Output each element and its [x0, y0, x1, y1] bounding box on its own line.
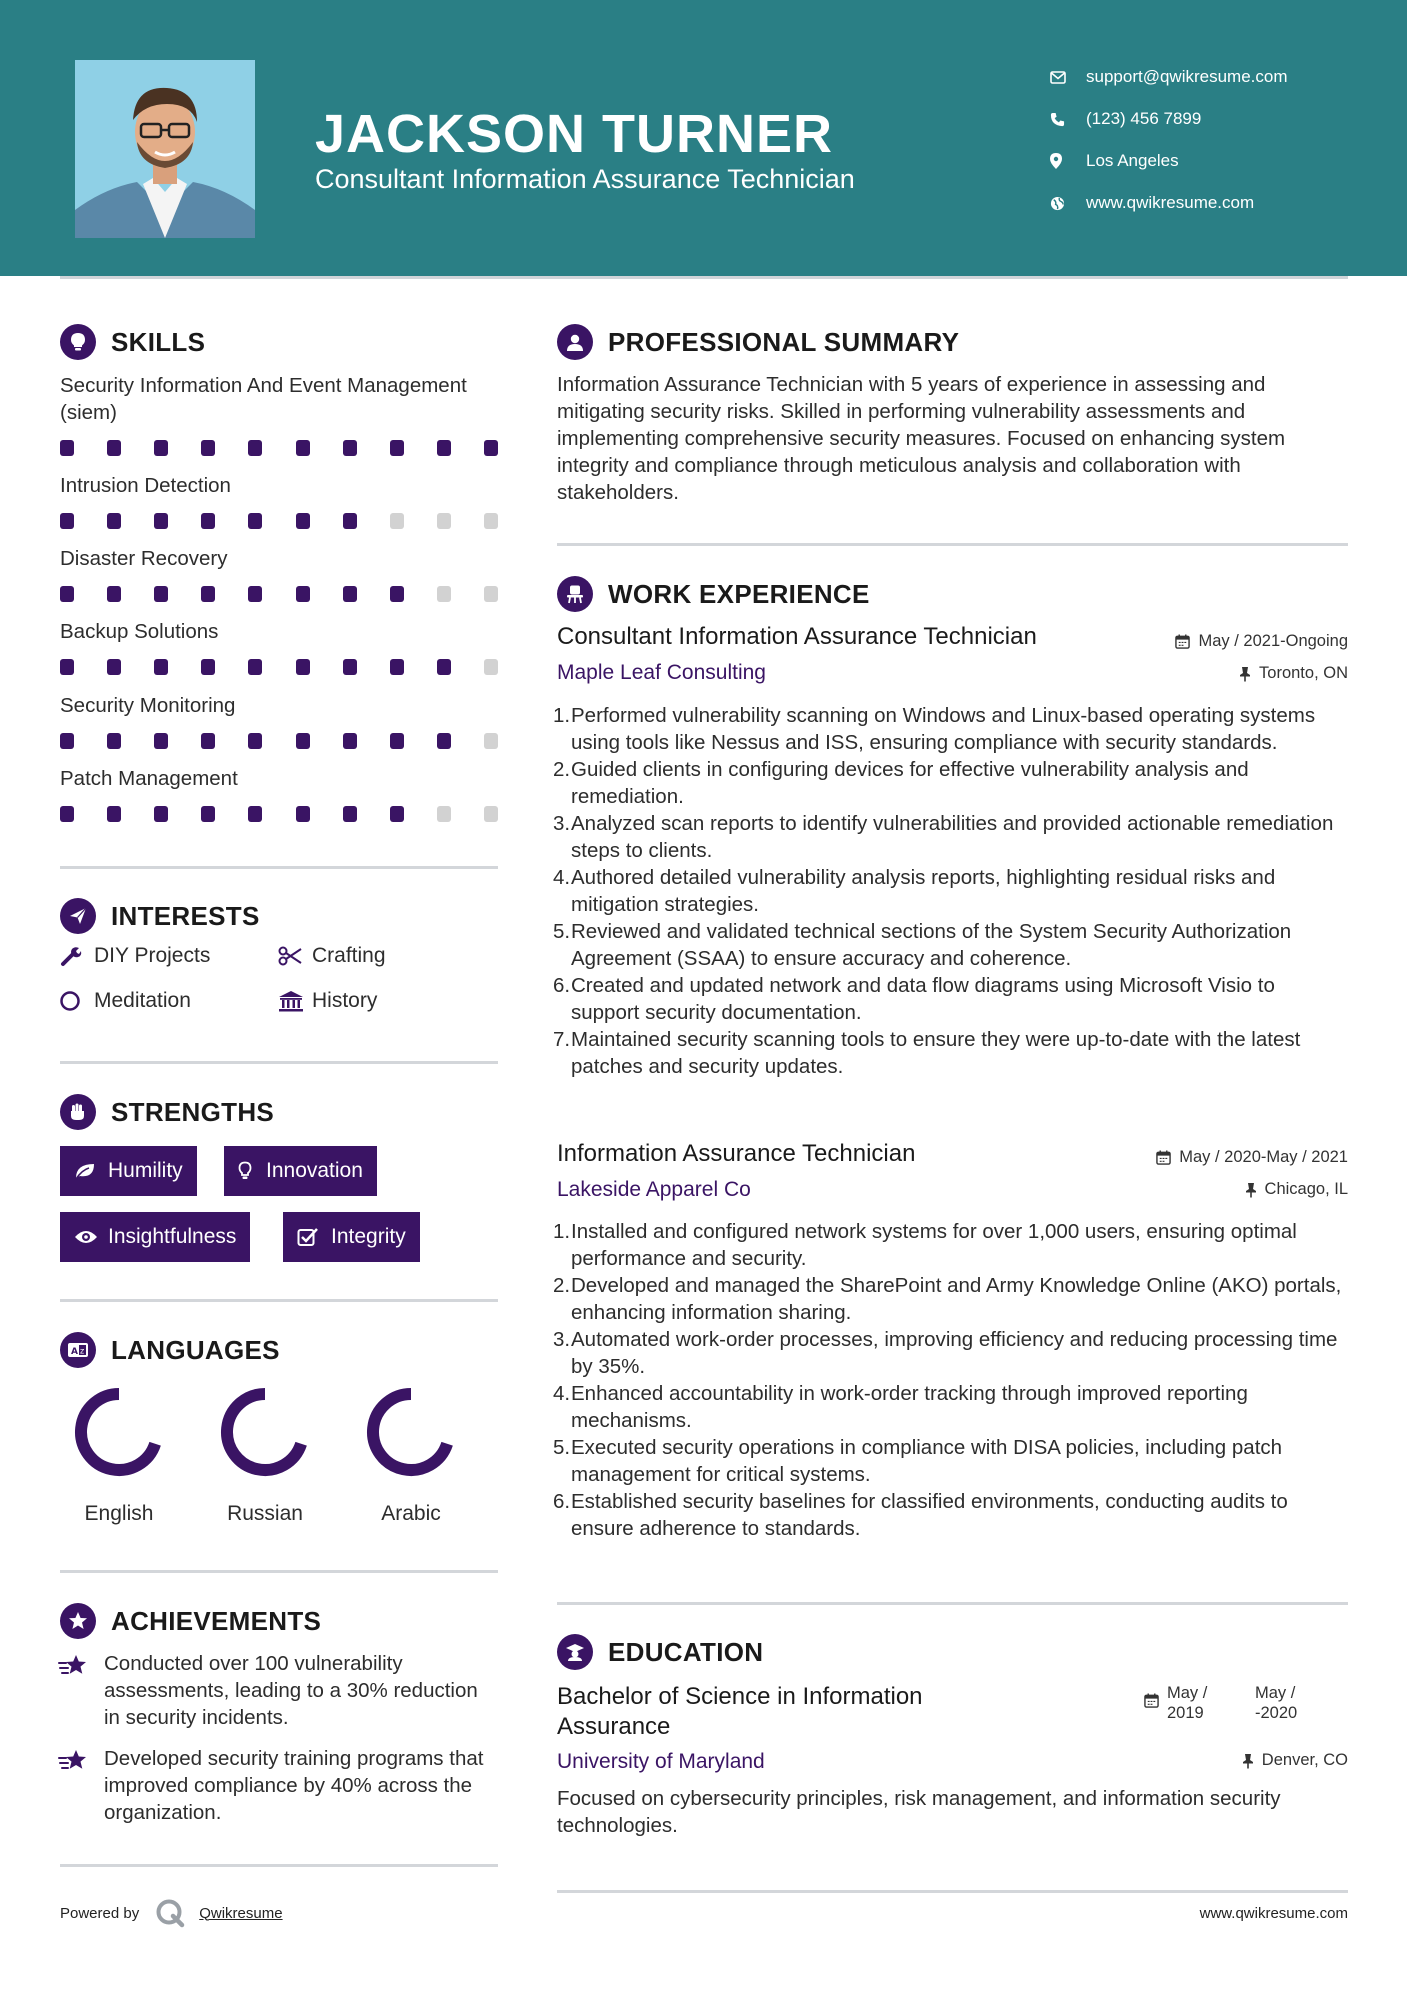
job-bullet: 1. Performed vulnerability scanning on Windows and Linux-based operating systems using tools like Nessus and ISS, ensuring compliance with security standards. [553, 704, 1316, 754]
job-bullet: 3. Automated work-order processes, improving efficiency and reducing processing time by 35%. [553, 1328, 1338, 1378]
skill-dot [154, 806, 168, 822]
interests-heading [60, 898, 260, 934]
skill-item [60, 472, 500, 529]
skill-rating [60, 806, 498, 822]
graduate-icon [557, 1634, 593, 1670]
contact-website[interactable] [1050, 182, 1288, 224]
section-divider [60, 866, 498, 869]
language-name: Russian [227, 1502, 303, 1525]
section-divider [60, 1570, 498, 1573]
skill-dot [154, 586, 168, 602]
contact-email[interactable] [1050, 56, 1288, 98]
skill-dot [201, 440, 215, 456]
job-bullets [553, 1218, 1347, 1542]
skill-name: Patch Management [60, 767, 238, 790]
strength-tag [60, 1146, 197, 1196]
skill-dot [248, 659, 262, 675]
skill-rating [60, 659, 498, 675]
skill-dot [343, 806, 357, 822]
job-bullet: 5. Executed security operations in compliance with DISA policies, including patch management for critical systems. [553, 1436, 1283, 1486]
star-badge-icon [60, 1603, 96, 1639]
section-divider [60, 1864, 498, 1867]
strength-label: Innovation [266, 1159, 363, 1182]
job-bullet: 2. Guided clients in configuring devices for effective vulnerability analysis and remediation. [553, 758, 1249, 808]
job-title: Consultant Information Assurance Technician [557, 623, 1037, 650]
footer-powered-by [60, 1898, 283, 1928]
interest-item [60, 944, 210, 968]
language-ring-arc [227, 1394, 301, 1470]
contact-website-text: www.qwikresume.com [1086, 193, 1255, 212]
skill-dot [201, 733, 215, 749]
achievements-heading [60, 1603, 321, 1639]
pushpin-icon [1239, 666, 1251, 682]
education-title: EDUCATION [608, 1636, 764, 1667]
skill-dot [296, 440, 310, 456]
lightbulb-icon [238, 1161, 266, 1181]
job-bullet: 4. Enhanced accountability in work-order tracking through improved reporting mechanisms. [553, 1382, 1248, 1432]
candidate-name: JACKSON TURNER [315, 104, 834, 164]
contact-email-text: support@qwikresume.com [1086, 67, 1288, 86]
language-item [210, 1384, 320, 1526]
skill-dot [343, 586, 357, 602]
achievement-text: Developed security training programs that improved compliance by 40% across the organization. [104, 1747, 484, 1824]
skill-dot [248, 513, 262, 529]
leaf-icon [74, 1162, 108, 1180]
calendar-icon [1175, 634, 1190, 649]
skill-dot [484, 733, 498, 749]
education-heading [557, 1634, 763, 1670]
skill-name: Backup Solutions [60, 620, 219, 643]
envelope-icon [1050, 71, 1086, 84]
fist-icon [60, 1094, 96, 1130]
skill-dot [484, 659, 498, 675]
circle-icon [60, 990, 94, 1012]
skill-dot [154, 733, 168, 749]
skill-dot [107, 659, 121, 675]
education-location-text: Denver, CO [1261, 1751, 1348, 1769]
resume-header [0, 0, 1407, 276]
profile-photo [75, 60, 255, 238]
skill-dot [296, 806, 310, 822]
skill-dot [248, 733, 262, 749]
skill-dot [154, 440, 168, 456]
achievements-title: ACHIEVEMENTS [111, 1605, 322, 1636]
job-bullet: 4. Authored detailed vulnerability analysis reports, highlighting residual risks and mitigation strategies. [553, 866, 1276, 916]
eye-icon [74, 1229, 108, 1245]
education-start: May / 2019 [1167, 1684, 1208, 1722]
experience-title: WORK EXPERIENCE [608, 578, 870, 609]
company-name: Maple Leaf Consulting [557, 661, 766, 684]
skill-item [60, 765, 500, 822]
strength-tag [283, 1212, 420, 1262]
interest-label: Crafting [312, 944, 386, 967]
job-bullet: 6. Created and updated network and data flow diagrams using Microsoft Visio to support security documentation. [553, 974, 1275, 1024]
chair-icon [557, 576, 593, 612]
skill-dot [296, 659, 310, 675]
skill-name: Security Information And Event Management (siem) [60, 374, 467, 424]
skill-dot [484, 440, 498, 456]
skill-dot [390, 586, 404, 602]
skill-dot [390, 806, 404, 822]
interest-label: DIY Projects [94, 944, 211, 967]
user-icon [557, 324, 593, 360]
language-name: English [84, 1502, 154, 1525]
skill-item [60, 692, 500, 749]
strength-label: Integrity [331, 1225, 406, 1248]
skill-dot [437, 586, 451, 602]
skill-name: Security Monitoring [60, 694, 236, 717]
skill-dot [201, 659, 215, 675]
section-divider [60, 1061, 498, 1064]
strength-label: Insightfulness [108, 1225, 237, 1248]
svg-text:z: z [80, 1346, 85, 1356]
skill-name: Intrusion Detection [60, 474, 231, 497]
paper-plane-icon [60, 898, 96, 934]
language-ring-arc [373, 1394, 447, 1470]
qwikresume-link[interactable]: Qwikresume [199, 1904, 283, 1922]
bank-icon [278, 990, 312, 1012]
skill-rating [60, 733, 498, 749]
summary-text: Information Assurance Technician with 5 years of experience in assessing and mitigating security risks. Skilled in performing vulnerability assessments and implementing comprehensive security measures. Focused on enhancing system integrity and compliance through meticulous analysis and collaboration with stakeholders. [557, 373, 1286, 504]
skill-dot [154, 513, 168, 529]
job-bullet: 7. Maintained security scanning tools to ensure they were up-to-date with the latest patches and security updates. [553, 1028, 1301, 1078]
wrench-icon [60, 945, 94, 967]
skill-dot [437, 513, 451, 529]
skill-dot [437, 733, 451, 749]
strengths-heading [60, 1094, 274, 1130]
achievement-item [58, 1745, 498, 1826]
achievement-item [58, 1650, 498, 1731]
skill-dot [60, 586, 74, 602]
contact-phone[interactable] [1050, 98, 1288, 140]
scissors-icon [278, 946, 312, 966]
candidate-title: Consultant Information Assurance Technician [315, 164, 855, 194]
education-description: Focused on cybersecurity principles, risk management, and information security technologies. [557, 1787, 1281, 1837]
skill-dot [296, 513, 310, 529]
calendar-icon [1156, 1150, 1171, 1165]
language-name: Arabic [381, 1502, 441, 1525]
lightbulb-icon [60, 324, 96, 360]
section-divider [557, 1890, 1348, 1893]
interest-item [60, 989, 191, 1013]
strength-tag [224, 1146, 377, 1196]
language-item [356, 1384, 466, 1526]
pushpin-icon [1245, 1182, 1257, 1198]
job-location-text: Toronto, ON [1259, 664, 1348, 682]
skill-dot [343, 733, 357, 749]
skill-dot [248, 440, 262, 456]
skill-dot [201, 806, 215, 822]
skill-dot [390, 440, 404, 456]
interest-item [278, 989, 377, 1013]
section-divider [557, 1602, 1348, 1605]
job-bullet: 6. Established security baselines for classified environments, conducting audits to ensure adherence to standards. [553, 1490, 1288, 1540]
skill-dot [296, 586, 310, 602]
skill-dot [248, 806, 262, 822]
interest-label: History [312, 989, 378, 1012]
interest-label: Meditation [94, 989, 191, 1012]
skills-title: SKILLS [111, 326, 206, 357]
skill-dot [484, 586, 498, 602]
section-divider [60, 1299, 498, 1302]
language-proficiency-ring [363, 1384, 459, 1480]
languages-title: LANGUAGES [111, 1334, 280, 1365]
job-bullet: 5. Reviewed and validated technical sections of the System Security Authorization Agreement (SSAA) to ensure accuracy and coherence. [553, 920, 1292, 970]
skill-dot [60, 733, 74, 749]
skill-dot [154, 659, 168, 675]
qwikresume-logo-icon [155, 1898, 185, 1928]
school-name: University of Maryland [557, 1750, 765, 1773]
phone-icon [1050, 112, 1086, 127]
language-ring-arc [81, 1394, 155, 1470]
skills-heading [60, 324, 205, 360]
job-bullet: 1. Installed and configured network systems for over 1,000 users, ensuring optimal performance and security. [553, 1220, 1297, 1270]
skill-dot [201, 513, 215, 529]
skill-dot [390, 513, 404, 529]
section-divider [557, 543, 1348, 546]
languages-heading [60, 1332, 280, 1368]
skill-dot [343, 513, 357, 529]
skill-name: Disaster Recovery [60, 547, 228, 570]
header-divider [60, 276, 1348, 279]
skill-dot [484, 513, 498, 529]
footer-url[interactable]: www.qwikresume.com [1199, 1905, 1348, 1922]
job-dates-text: May / 2020-May / 2021 [1179, 1148, 1348, 1166]
job-dates [1175, 632, 1348, 651]
shooting-star-icon [58, 1745, 104, 1826]
skill-dot [484, 806, 498, 822]
map-marker-icon [1050, 153, 1086, 169]
education-location [1242, 1751, 1348, 1770]
skill-dot [60, 659, 74, 675]
skill-rating [60, 513, 498, 529]
globe-icon [1050, 196, 1086, 211]
skill-dot [107, 440, 121, 456]
skill-dot [296, 733, 310, 749]
check-square-icon [297, 1227, 331, 1247]
skill-dot [248, 586, 262, 602]
skill-dot [60, 806, 74, 822]
calendar-icon [1144, 1693, 1159, 1708]
job-title: Information Assurance Technician [557, 1140, 916, 1167]
skill-dot [107, 733, 121, 749]
skill-dot [201, 586, 215, 602]
shooting-star-icon [58, 1650, 104, 1731]
education-end: May / -2020 [1255, 1684, 1298, 1722]
skill-rating [60, 440, 498, 456]
skill-dot [437, 440, 451, 456]
job-dates [1156, 1148, 1348, 1167]
achievement-text: Conducted over 100 vulnerability assessments, leading to a 30% reduction in security incidents. [104, 1652, 478, 1729]
skill-item [60, 618, 500, 675]
education-dates [1144, 1683, 1297, 1723]
translate-icon [60, 1332, 96, 1368]
degree-title: Bachelor of Science in Information Assurance [557, 1683, 923, 1740]
skill-item [60, 372, 500, 456]
skill-dot [343, 440, 357, 456]
skill-dot [60, 440, 74, 456]
job-location-text: Chicago, IL [1264, 1180, 1348, 1198]
job-location [1245, 1180, 1348, 1199]
job-dates-text: May / 2021-Ongoing [1198, 632, 1348, 650]
strength-tag [60, 1212, 250, 1262]
interests-title: INTERESTS [111, 900, 260, 931]
skill-dot [437, 806, 451, 822]
job-bullet: 2. Developed and managed the SharePoint and Army Knowledge Online (AKO) portals, enhancing information sharing. [553, 1274, 1342, 1324]
contact-location [1050, 140, 1288, 182]
summary-heading [557, 324, 959, 360]
job-location [1239, 664, 1348, 683]
skill-dot [343, 659, 357, 675]
svg-text:A: A [71, 1347, 78, 1357]
contact-info [1050, 56, 1288, 224]
skill-dot [390, 733, 404, 749]
powered-by-label: Powered by [60, 1904, 140, 1922]
experience-heading [557, 576, 870, 612]
skill-dot [390, 659, 404, 675]
job-bullet: 3. Analyzed scan reports to identify vulnerabilities and provided actionable remediation steps to clients. [553, 812, 1334, 862]
language-item [64, 1384, 174, 1526]
company-name: Lakeside Apparel Co [557, 1178, 751, 1201]
interest-item [278, 944, 386, 968]
language-proficiency-ring [71, 1384, 167, 1480]
skill-rating [60, 586, 498, 602]
skill-dot [107, 806, 121, 822]
job-bullets [553, 702, 1347, 1080]
strength-label: Humility [108, 1159, 183, 1182]
pushpin-icon [1242, 1753, 1254, 1769]
summary-title: PROFESSIONAL SUMMARY [608, 326, 960, 357]
strengths-title: STRENGTHS [111, 1096, 275, 1127]
language-proficiency-ring [217, 1384, 313, 1480]
skill-item [60, 545, 500, 602]
skill-dot [437, 659, 451, 675]
contact-phone-text: (123) 456 7899 [1086, 109, 1202, 128]
contact-location-text: Los Angeles [1086, 151, 1179, 170]
skill-dot [60, 513, 74, 529]
skill-dot [107, 586, 121, 602]
skill-dot [107, 513, 121, 529]
